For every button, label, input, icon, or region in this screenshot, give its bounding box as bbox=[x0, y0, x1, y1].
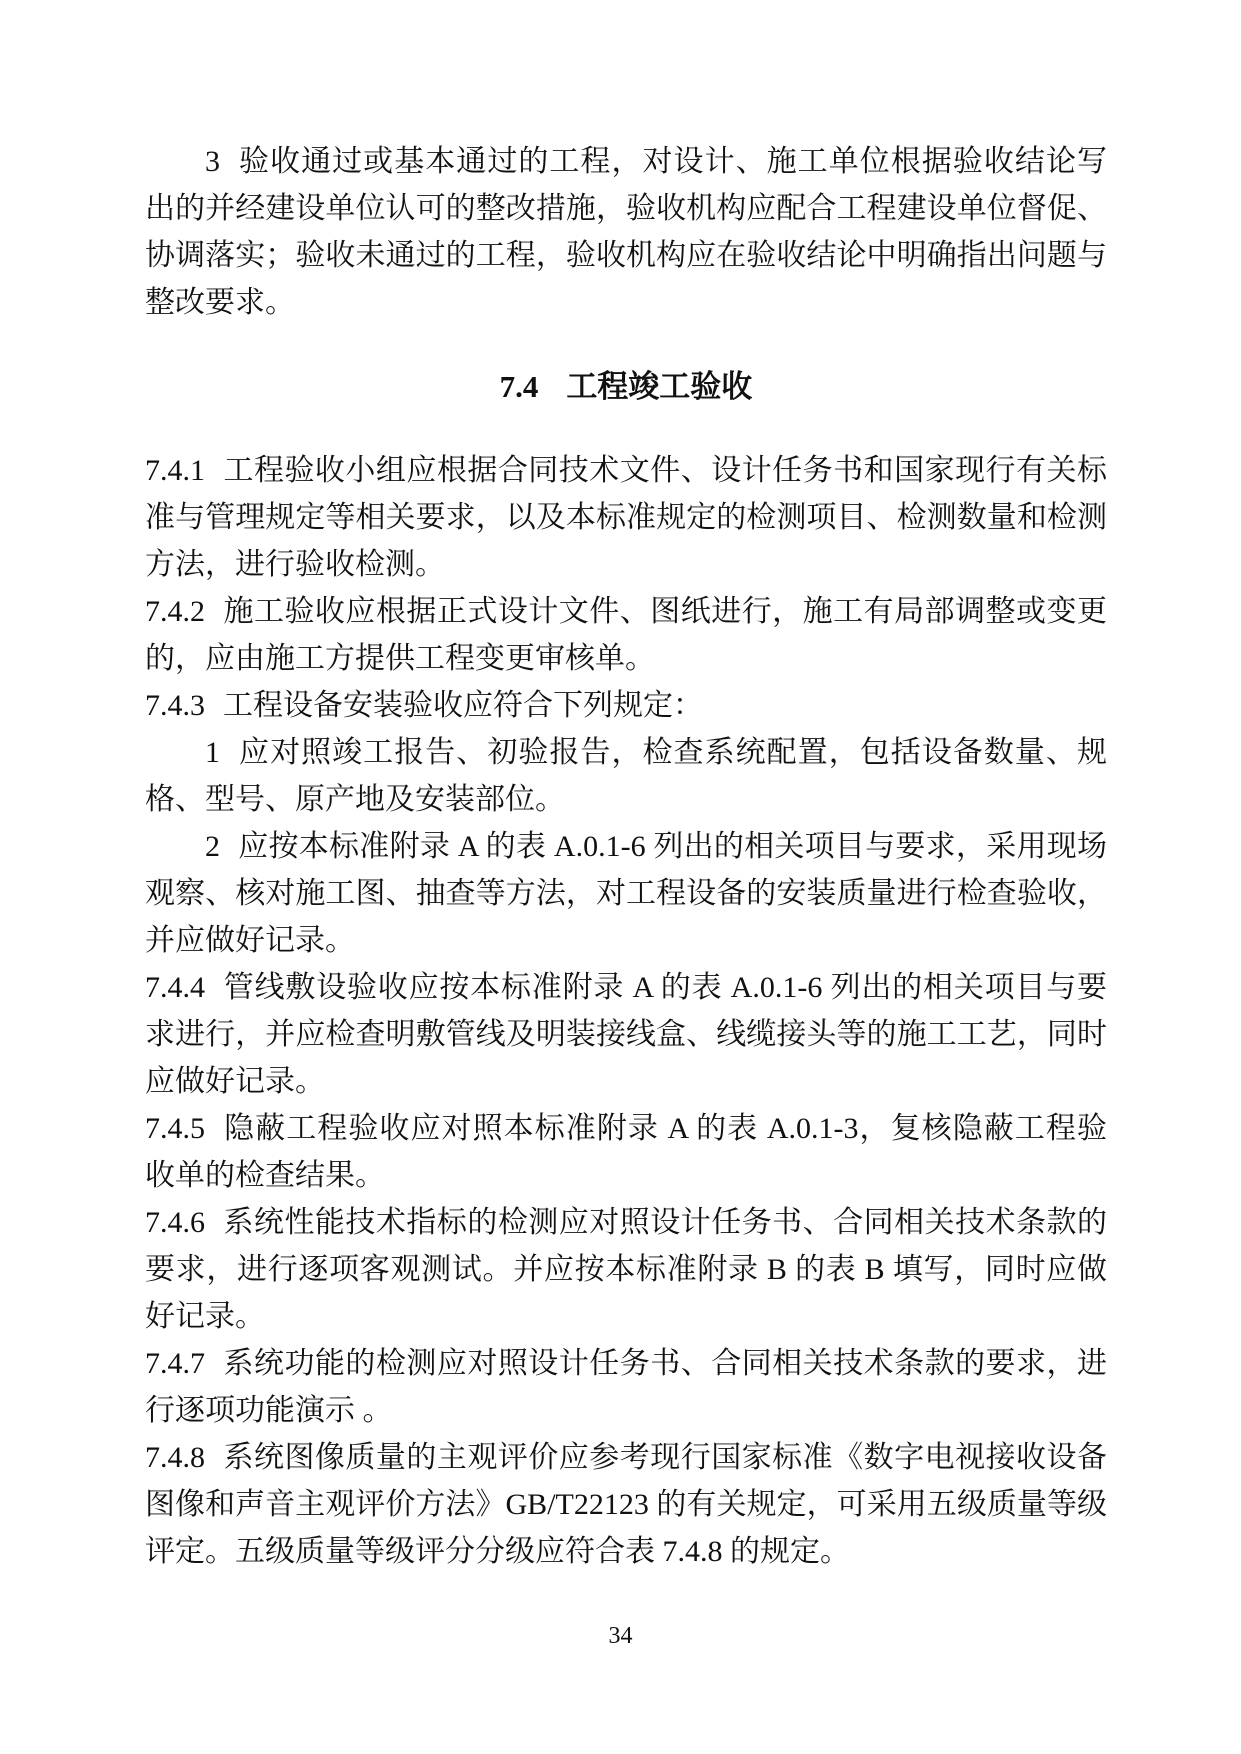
section-heading-title: 工程竣工验收 bbox=[566, 369, 753, 404]
clause-number: 7.4.8 bbox=[145, 1441, 205, 1474]
clause-7-4-8 bbox=[145, 1434, 1107, 1575]
clause-7-4-4 bbox=[145, 964, 1107, 1105]
clause-text: 管线敷设验收应按本标准附录 A 的表 A.0.1-6 列出的相关项目与要求进行，并应检查明敷管线及明装接线盒、线缆接头等的施工工艺，同时应做好记录。 bbox=[145, 971, 1107, 1098]
item-number: 3 bbox=[205, 145, 220, 178]
clause-text: 工程设备安装验收应符合下列规定： bbox=[223, 689, 703, 722]
item-number: 2 bbox=[205, 830, 220, 863]
clause-text: 工程验收小组应根据合同技术文件、设计任务书和国家现行有关标准与管理规定等相关要求，以及本标准规定的检测项目、检测数量和检测方法，进行验收检测。 bbox=[145, 454, 1107, 581]
section-heading-number: 7.4 bbox=[499, 369, 539, 404]
clause-7-4-1 bbox=[145, 447, 1107, 588]
clause-number: 7.4.4 bbox=[145, 971, 205, 1004]
clause-number: 7.4.3 bbox=[145, 689, 205, 722]
item-number: 1 bbox=[205, 736, 220, 769]
clause-text: 系统性能技术指标的检测应对照设计任务书、合同相关技术条款的要求，进行逐项客观测试。并应按本标准附录 B 的表 B 填写，同时应做好记录。 bbox=[145, 1206, 1107, 1333]
page-number: 34 bbox=[608, 1623, 633, 1649]
item-text: 验收通过或基本通过的工程，对设计、施工单位根据验收结论写出的并经建设单位认可的整改措施，验收机构应配合工程建设单位督促、协调落实；验收未通过的工程，验收机构应在验收结论中明确指出问题与整改要求。 bbox=[145, 145, 1107, 319]
clause-number: 7.4.6 bbox=[145, 1206, 205, 1239]
clause-7-4-5 bbox=[145, 1105, 1107, 1199]
clause-number: 7.4.7 bbox=[145, 1347, 205, 1380]
list-item-3 bbox=[145, 138, 1107, 326]
clause-text: 系统图像质量的主观评价应参考现行国家标准《数字电视接收设备图像和声音主观评价方法》GB/T22123 的有关规定，可采用五级质量等级评定。五级质量等级评分分级应符合表 7.4.8 的规定。 bbox=[145, 1441, 1107, 1568]
clause-text: 施工验收应根据正式设计文件、图纸进行，施工有局部调整或变更的，应由施工方提供工程变更审核单。 bbox=[145, 595, 1107, 675]
clause-text: 隐蔽工程验收应对照本标准附录 A 的表 A.0.1-3，复核隐蔽工程验收单的检查结果。 bbox=[145, 1112, 1107, 1192]
clause-number: 7.4.5 bbox=[145, 1112, 205, 1145]
clause-7-4-3 bbox=[145, 682, 1107, 729]
clause-7-4-6 bbox=[145, 1199, 1107, 1340]
item-text: 应按本标准附录 A 的表 A.0.1-6 列出的相关项目与要求，采用现场观察、核对施工图、抽查等方法，对工程设备的安装质量进行检查验收，并应做好记录。 bbox=[145, 830, 1107, 957]
list-item-2 bbox=[145, 823, 1107, 964]
clause-7-4-7 bbox=[145, 1340, 1107, 1434]
clause-7-4-2 bbox=[145, 588, 1107, 682]
clause-number: 7.4.1 bbox=[145, 454, 205, 487]
section-heading-7-4 bbox=[145, 367, 1107, 407]
clause-number: 7.4.2 bbox=[145, 595, 205, 628]
list-item-1 bbox=[145, 729, 1107, 823]
clause-text: 系统功能的检测应对照设计任务书、合同相关技术条款的要求，进行逐项功能演示 。 bbox=[145, 1347, 1107, 1427]
page-content bbox=[145, 138, 1107, 1575]
item-text: 应对照竣工报告、初验报告，检查系统配置，包括设备数量、规格、型号、原产地及安装部位。 bbox=[145, 736, 1107, 816]
